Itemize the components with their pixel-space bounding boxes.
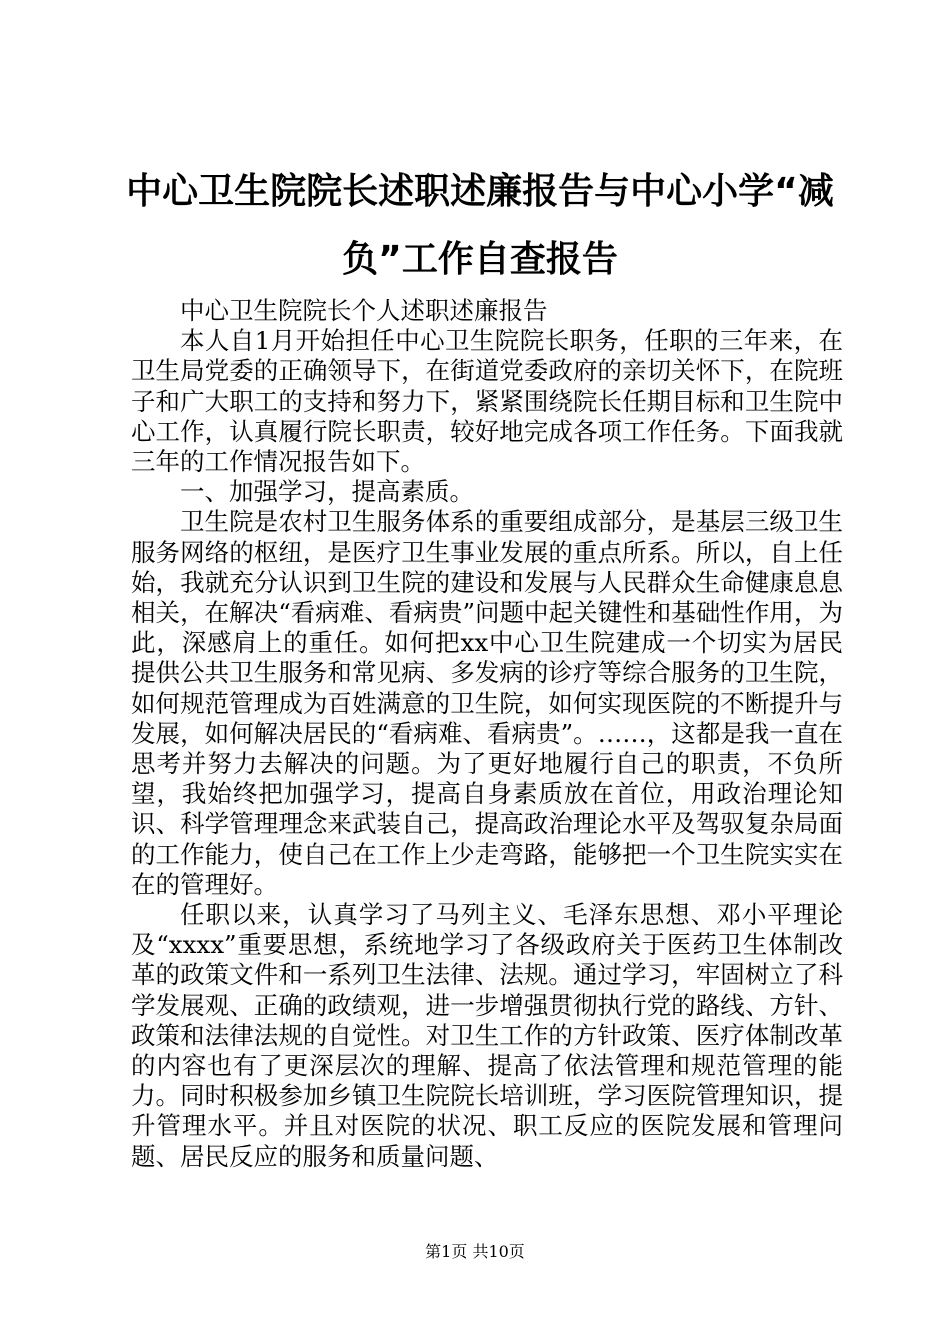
- paragraph-intro: 本人自1月开始担任中心卫生院院长职务，任职的三年来，在卫生局党委的正确领导下，在街道党委政府的亲切关怀下，在院班子和广大职工的支持和努力下，紧紧围绕院长任期目标和卫生院中心工作，认真履行院长职责，较好地完成各项工作任务。下面我就三年的工作情况报告如下。: [131, 326, 843, 477]
- section-heading: 一、加强学习，提高素质。: [180, 477, 474, 507]
- paragraph: 任职以来，认真学习了马列主义、毛泽东思想、邓小平理论及“xxxx”重要思想，系统地学习了各级政府关于医药卫生体制改革的政策文件和一系列卫生法律、法规。通过学习，牢固树立了科学发展观、正确的政绩观，进一步增强贯彻执行党的路线、方针、政策和法律法规的自觉性。对卫生工作的方针政策、医疗体制改革的内容也有了更深层次的理解、提高了依法管理和规范管理的能力。同时积极参加乡镇卫生院院长培训班，学习医院管理知识，提升管理水平。并且对医院的状况、职工反应的医院发展和管理问题、居民反应的服务和质量问题、: [131, 900, 843, 1171]
- document-title: 中心卫生院院长述职述廉报告与中心小学“减负”工作自查报告: [126, 171, 834, 280]
- document-body: [131, 296, 843, 1172]
- paragraph: 卫生院是农村卫生服务体系的重要组成部分，是基层三级卫生服务网络的枢纽，是医疗卫生事业发展的重点所系。所以，自上任始，我就充分认识到卫生院的建设和发展与人民群众生命健康息息相关，在解决“看病难、看病贵”问题中起关键性和基础性作用，为此，深感肩上的重任。如何把xx中心卫生院建成一个切实为居民提供公共卫生服务和常见病、多发病的诊疗等综合服务的卫生院，如何规范管理成为百姓满意的卫生院，如何实现医院的不断提升与发展，如何解决居民的“看病难、看病贵”。……，这都是我一直在思考并努力去解决的问题。为了更好地履行自己的职责，不负所望，我始终把加强学习，提高自身素质放在首位，用政治理论知识、科学管理理念来武装自己，提高政治理论水平及驾驭复杂局面的工作能力，使自己在工作上少走弯路，能够把一个卫生院实实在在的管理好。: [131, 507, 843, 899]
- paragraph-subtitle: 中心卫生院院长个人述职述廉报告: [180, 296, 548, 325]
- page-footer: 第1页 共10页: [425, 1242, 525, 1261]
